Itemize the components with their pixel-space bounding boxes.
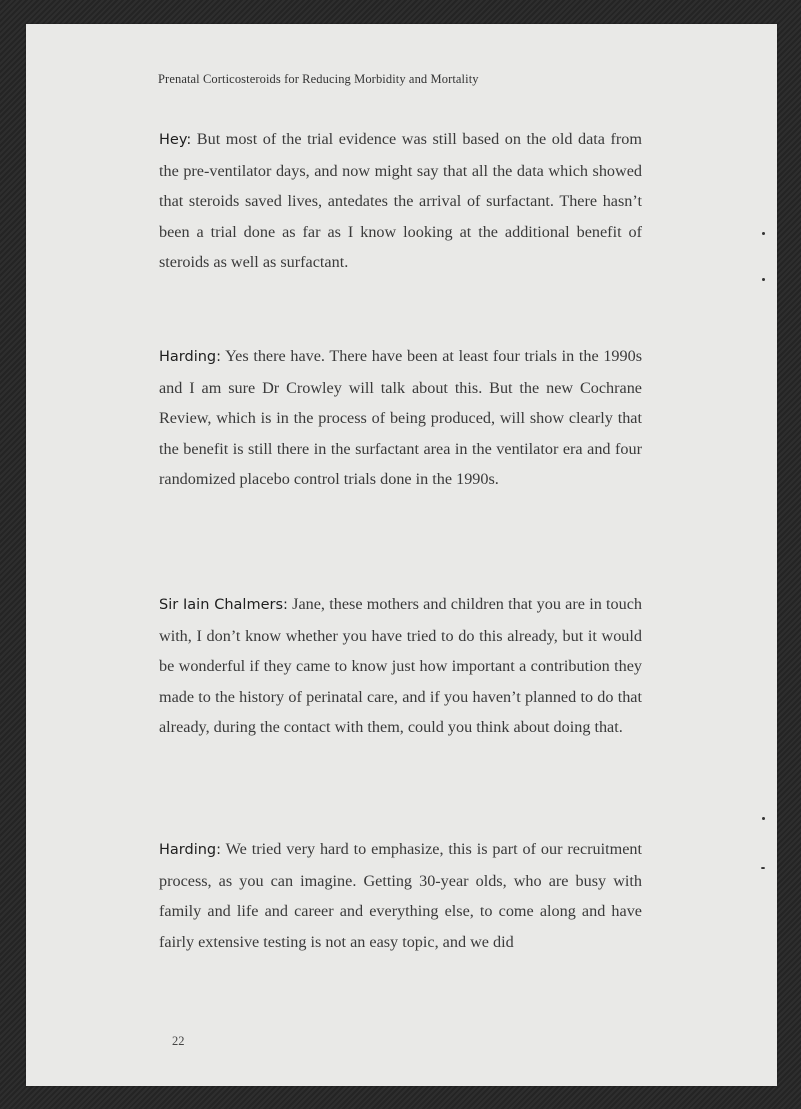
speech-text: But most of the trial evidence was still based on the old data from the pre-ventilator days, and now might say that all the data which showed that steroids saved lives, antedates the arrival of surfactant. There hasn’t been a trial done as far as I know looking at the additional benefit of steroids as well as surfactant. bbox=[159, 130, 642, 271]
paper-speck bbox=[762, 232, 765, 235]
speech-text: We tried very hard to emphasize, this is part of our recruitment process, as you can imagine. Getting 30-year olds, who are busy with family and life and career and everything else, to come along and have fairly extensive testing is not an easy topic, and we did bbox=[159, 840, 642, 951]
paper-speck bbox=[762, 817, 765, 820]
running-head: Prenatal Corticosteroids for Reducing Morbidity and Mortality bbox=[158, 72, 479, 86]
exchange-chalmers bbox=[159, 589, 642, 743]
paper-speck bbox=[761, 867, 765, 869]
page-number: 22 bbox=[172, 1034, 185, 1048]
paper-speck bbox=[762, 278, 765, 281]
exchange-hey bbox=[159, 124, 642, 278]
speech-text: Jane, these mothers and children that you are in touch with, I don’t know whether you have tried to do this already, but it would be wonderful if they came to know just how important a contribution they made to the history of perinatal care, and if you haven’t planned to do that already, during the contact with them, could you think about doing that. bbox=[159, 595, 643, 736]
exchange-harding-1 bbox=[159, 341, 642, 495]
speaker-label: Hey: bbox=[159, 132, 192, 148]
document-page bbox=[26, 24, 777, 1086]
speaker-label: Harding: bbox=[159, 349, 222, 365]
speaker-label: Harding: bbox=[159, 842, 222, 858]
speaker-label: Sir Iain Chalmers: bbox=[159, 597, 288, 613]
exchange-harding-2 bbox=[159, 834, 642, 957]
speech-text: Yes there have. There have been at least four trials in the 1990s and I am sure Dr Crowley will talk about this. But the new Cochrane Review, which is in the process of being produced, will show clearly that the benefit is still there in the surfactant area in the ventilator era and four randomized placebo control trials done in the 1990s. bbox=[159, 347, 642, 488]
